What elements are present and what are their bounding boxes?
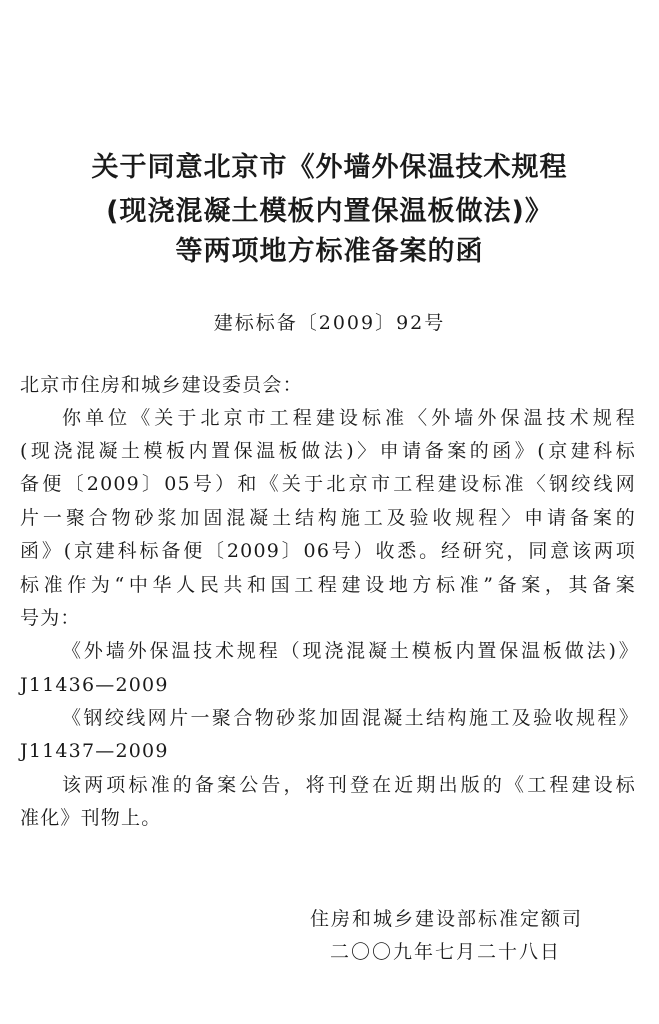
body-line: 标准作为“中华人民共和国工程建设地方标准”备案，其备案 [20, 574, 636, 596]
body-line: 你单位《关于北京市工程建设标准〈外墙外保温技术规程 [62, 407, 636, 429]
standard-2-code: J11437—2009 [20, 740, 169, 762]
standard-1-code: J11436—2009 [20, 674, 169, 696]
document-title-line-3: 等两项地方标准备案的函 [175, 236, 484, 267]
body-line: (现浇混凝土模板内置保温板做法)〉申请备案的函》(京建科标 [20, 440, 636, 462]
document-title-line-1: 关于同意北京市《外墙外保温技术规程 [91, 152, 568, 183]
body-line: 函》(京建科标备便〔2009〕06号）收悉。经研究，同意该两项 [20, 540, 636, 562]
salutation: 北京市住房和城乡建设委员会： [20, 374, 303, 396]
body-line: 该两项标准的备案公告，将刊登在近期出版的《工程建设标 [62, 774, 636, 796]
body-line: 号为： [20, 607, 81, 629]
document-number: 建标标备〔2009〕92号 [213, 312, 446, 334]
document-title-line-2: (现浇混凝土模板内置保温板做法)》 [106, 196, 553, 227]
body-line: 片一聚合物砂浆加固混凝土结构施工及验收规程〉申请备案的 [20, 507, 636, 529]
body-line: 备便〔2009〕05号）和《关于北京市工程建设标准〈钢绞线网 [20, 473, 636, 495]
body-line: 准化》刊物上。 [20, 807, 162, 829]
signature-organization: 住房和城乡建设部标准定额司 [310, 908, 584, 930]
standard-2-name: 《钢绞线网片一聚合物砂浆加固混凝土结构施工及验收规程》 [62, 707, 638, 729]
standard-1-name: 《外墙外保温技术规程（现浇混凝土模板内置保温板做法)》 [62, 640, 638, 662]
signature-date: 二〇〇九年七月二十八日 [330, 941, 562, 963]
